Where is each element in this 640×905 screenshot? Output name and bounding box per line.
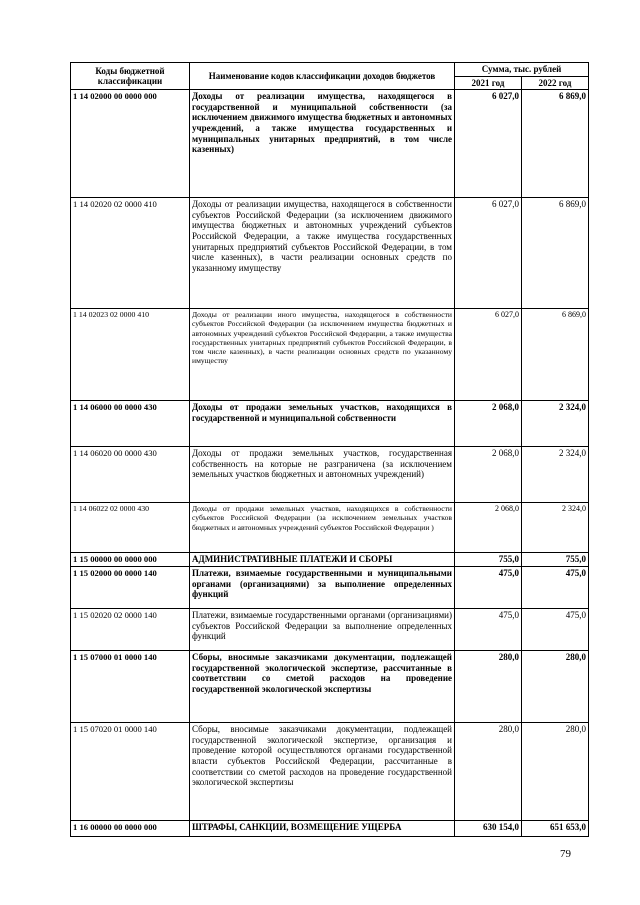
table-row [71, 401, 589, 447]
row-code: 1 14 06000 00 0000 430 [71, 401, 190, 447]
row-sum-2021: 475,0 [455, 609, 522, 651]
header-year-2021: 2021 год [455, 76, 522, 90]
row-name: Доходы от продажи земельных участков, находящихся в собственности субъектов Российской Федерации (за исключением земельных участков бюджетных и автономных учреждений субъектов Российской Федерации ) [190, 503, 455, 553]
row-code: 1 15 07020 01 0000 140 [71, 723, 190, 821]
row-name: Платежи, взимаемые государственными и муниципальными органами (организациями) за выполнение определенных функций [190, 567, 455, 609]
row-sum-2022: 475,0 [522, 609, 589, 651]
row-sum-2021: 630 154,0 [455, 821, 522, 837]
header-name: Наименование кодов классификации доходов бюджетов [190, 63, 455, 90]
row-sum-2021: 6 027,0 [455, 198, 522, 309]
row-name: Доходы от реализации имущества, находящегося в собственности субъектов Российской Федерации (за исключением движимого имущества бюджетных и автономных учреждений субъектов Российской Федерации, а также имущества государственных унитарных предприятий субъектов Российской Федерации, в том числе казенных), в части реализации основных средств по указанному имуществу [190, 198, 455, 309]
row-sum-2021: 280,0 [455, 651, 522, 723]
row-name: АДМИНИСТРАТИВНЫЕ ПЛАТЕЖИ И СБОРЫ [190, 553, 455, 567]
table-row [71, 503, 589, 553]
row-name: Доходы от реализации иного имущества, находящегося в собственности субъектов Российской Федерации (за исключением имущества бюджетных и автономных учреждений субъектов Российской Федерации, а также имущества государственных унитарных предприятий субъектов Российской Федерации, в том числе казенных), в части реализации основных средств по указанному имуществу [190, 309, 455, 401]
row-sum-2022: 6 869,0 [522, 198, 589, 309]
row-code: 1 14 02020 02 0000 410 [71, 198, 190, 309]
row-name: Платежи, взимаемые государственными органами (организациями) субъектов Российской Федерации за выполнение определенных функций [190, 609, 455, 651]
row-sum-2021: 6 027,0 [455, 90, 522, 198]
row-code: 1 15 07000 01 0000 140 [71, 651, 190, 723]
table-row [71, 567, 589, 609]
row-sum-2022: 2 324,0 [522, 401, 589, 447]
table-row [71, 821, 589, 837]
row-sum-2022: 280,0 [522, 723, 589, 821]
table-row [71, 447, 589, 503]
header-sum: Сумма, тыс. рублей [455, 63, 589, 77]
table-row [71, 723, 589, 821]
row-sum-2021: 280,0 [455, 723, 522, 821]
table-row [71, 198, 589, 309]
row-name: Доходы от реализации имущества, находящегося в государственной и муниципальной собственности (за исключением движимого имущества бюджетных и автономных учреждений, а также имущества государственных и муниципальных унитарных предприятий, в том числе казенных) [190, 90, 455, 198]
row-code: 1 14 06020 00 0000 430 [71, 447, 190, 503]
page-number: 79 [560, 848, 571, 860]
table-row [71, 609, 589, 651]
row-sum-2021: 2 068,0 [455, 503, 522, 553]
row-code: 1 16 00000 00 0000 000 [71, 821, 190, 837]
header-code: Коды бюджетной классификации [71, 63, 190, 90]
row-sum-2022: 2 324,0 [522, 503, 589, 553]
budget-revenue-table [70, 62, 589, 837]
row-code: 1 14 02023 02 0000 410 [71, 309, 190, 401]
row-sum-2021: 755,0 [455, 553, 522, 567]
row-sum-2022: 475,0 [522, 567, 589, 609]
table-row [71, 90, 589, 198]
table-row [71, 553, 589, 567]
row-sum-2021: 6 027,0 [455, 309, 522, 401]
row-name: Сборы, вносимые заказчиками документации, подлежащей государственной экологической экспертизе, рассчитанные в соответствии со сметой расходов на проведение государственной экологической экспертизы [190, 651, 455, 723]
table-row [71, 309, 589, 401]
row-sum-2022: 755,0 [522, 553, 589, 567]
table-row [71, 651, 589, 723]
row-name: ШТРАФЫ, САНКЦИИ, ВОЗМЕЩЕНИЕ УЩЕРБА [190, 821, 455, 837]
row-name: Доходы от продажи земельных участков, государственная собственность на которые не разграничена (за исключением земельных участков бюджетных и автономных учреждений) [190, 447, 455, 503]
row-sum-2022: 6 869,0 [522, 90, 589, 198]
row-sum-2021: 2 068,0 [455, 401, 522, 447]
row-code: 1 15 02020 02 0000 140 [71, 609, 190, 651]
row-code: 1 14 06022 02 0000 430 [71, 503, 190, 553]
header-year-2022: 2022 год [522, 76, 589, 90]
row-code: 1 15 00000 00 0000 000 [71, 553, 190, 567]
row-name: Доходы от продажи земельных участков, находящихся в государственной и муниципальной собственности [190, 401, 455, 447]
row-code: 1 14 02000 00 0000 000 [71, 90, 190, 198]
row-sum-2022: 280,0 [522, 651, 589, 723]
row-sum-2022: 651 653,0 [522, 821, 589, 837]
row-sum-2021: 2 068,0 [455, 447, 522, 503]
row-sum-2022: 6 869,0 [522, 309, 589, 401]
row-code: 1 15 02000 00 0000 140 [71, 567, 190, 609]
row-sum-2021: 475,0 [455, 567, 522, 609]
row-name: Сборы, вносимые заказчиками документации, подлежащей государственной экологической экспертизе, организация и проведение которой осуществляются органами государственной власти субъектов Российской Федерации, рассчитанные в соответствии со сметой расходов на проведение государственной экологической экспертизы [190, 723, 455, 821]
row-sum-2022: 2 324,0 [522, 447, 589, 503]
